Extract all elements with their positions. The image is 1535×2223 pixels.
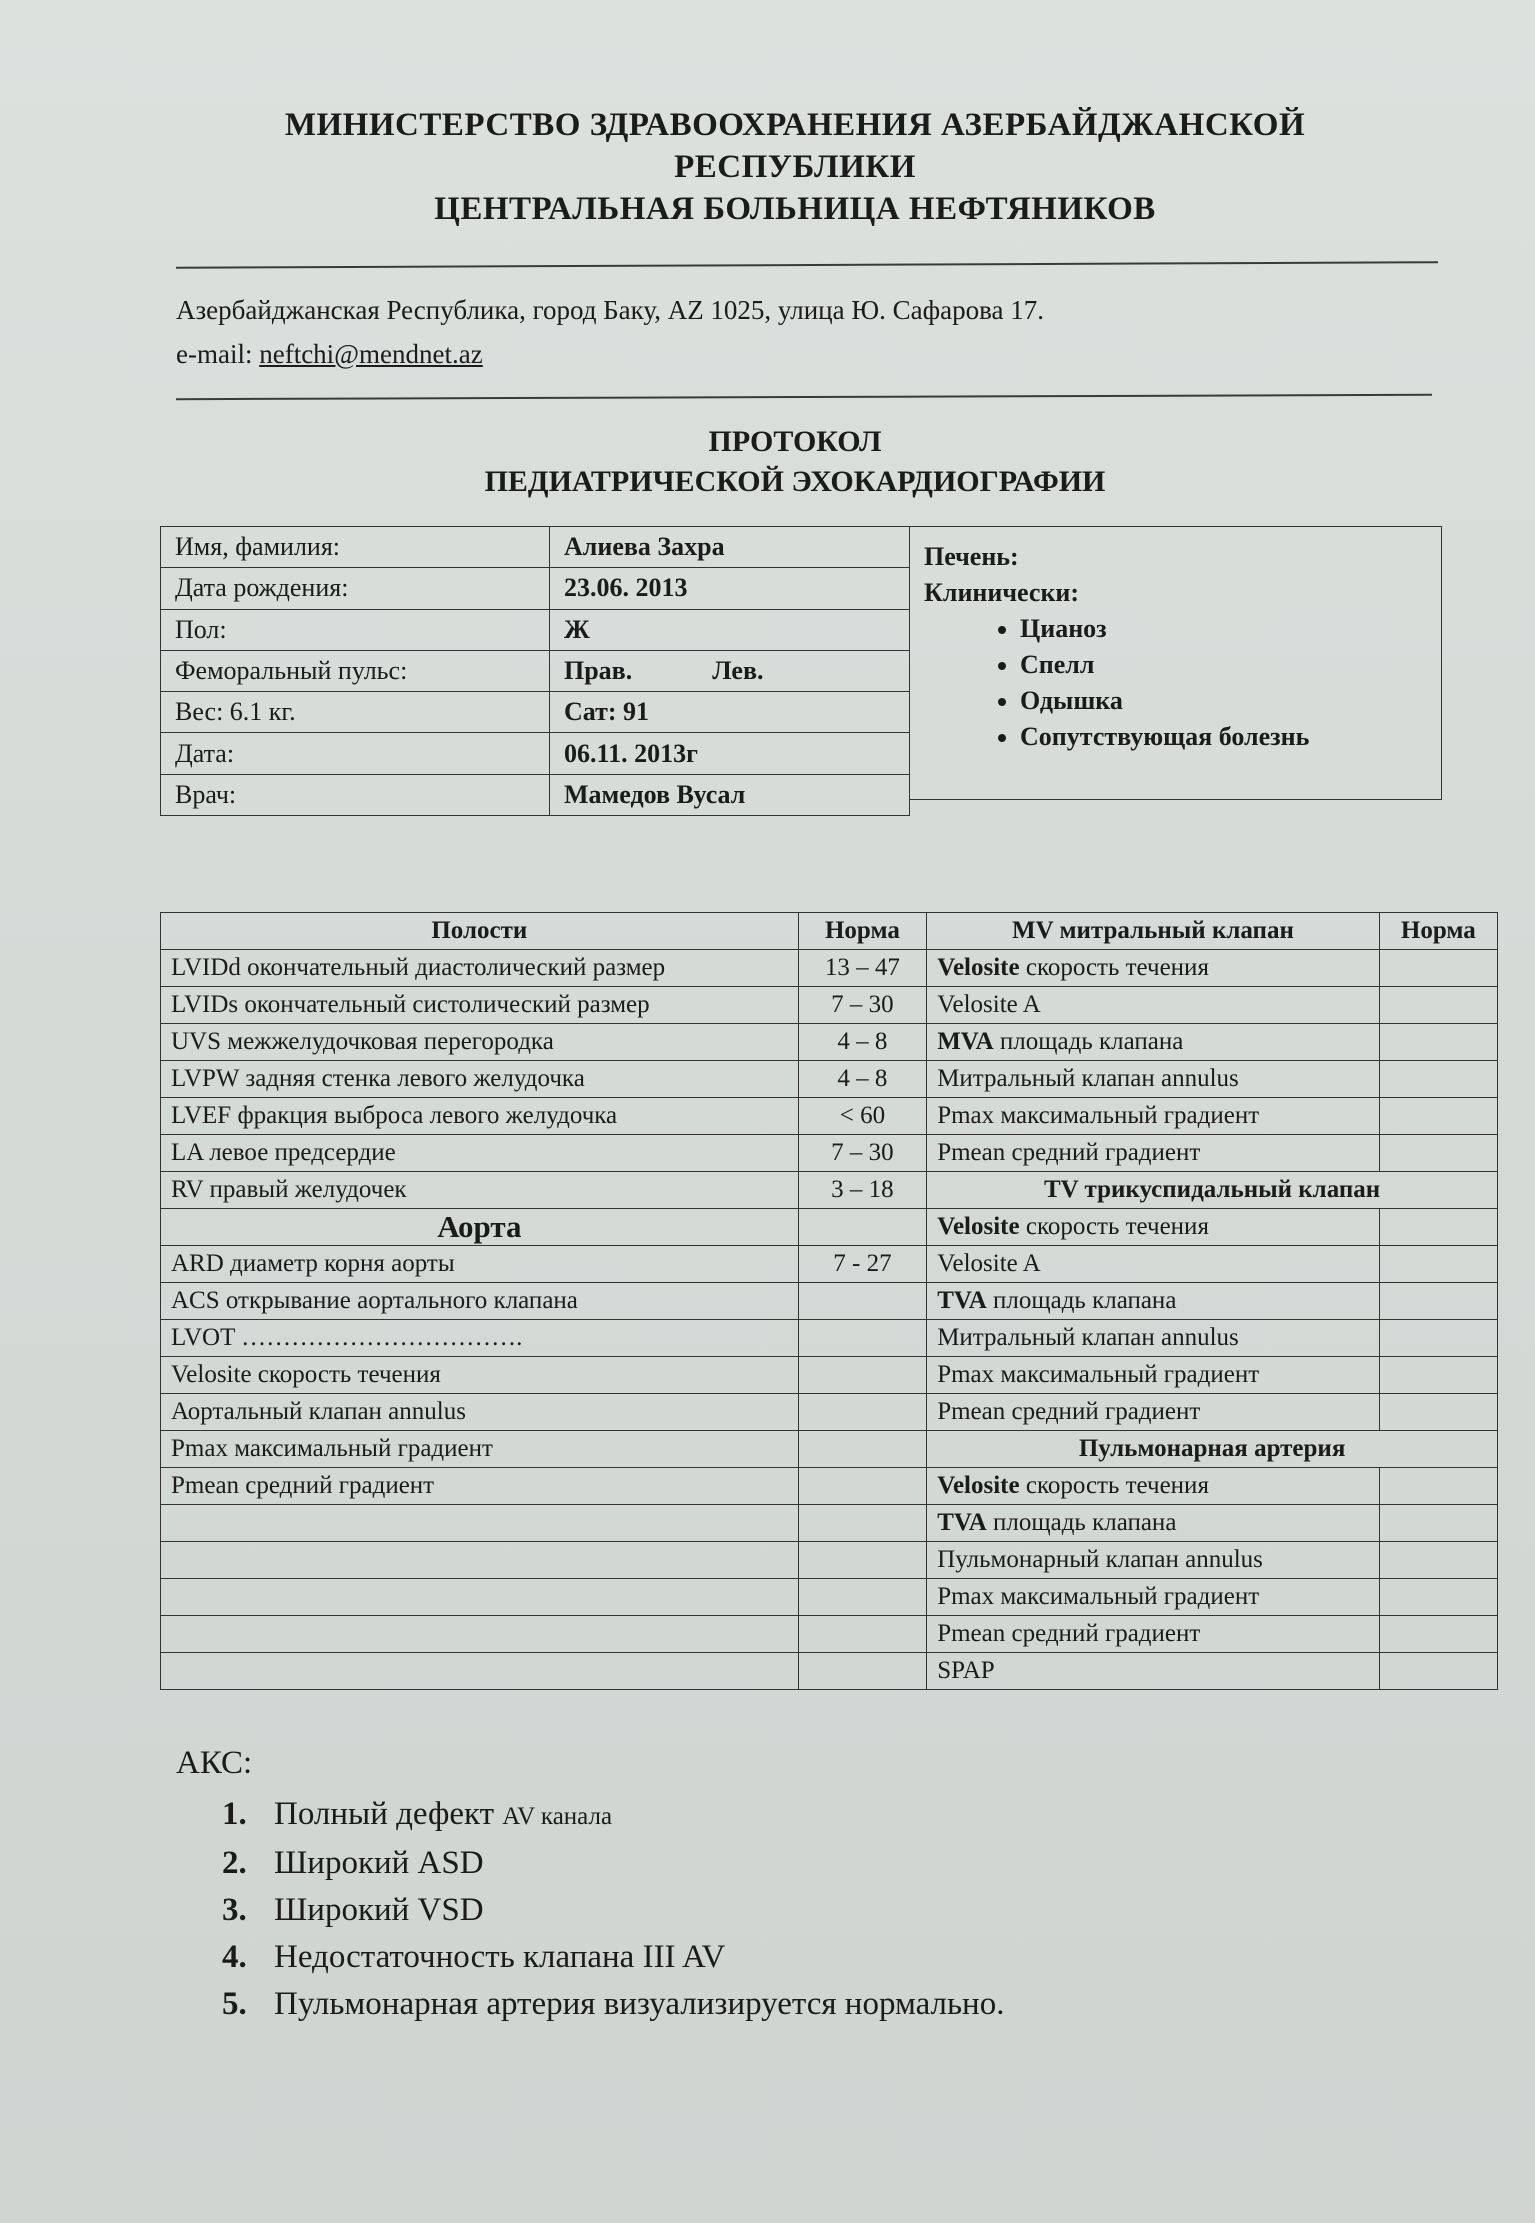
clinical-box [910,526,1442,800]
cell-text: Митральный клапан annulus [937,1324,1239,1351]
cell-norm: 4 – 8 [798,1061,927,1098]
protocol-title [160,422,1430,502]
cell-bold: TVA [937,1509,987,1536]
cell-parameter: Pmean средний градиент [161,1468,799,1505]
sat-value: Сат: 91 [550,692,910,733]
cell-valve-norm [1379,1653,1497,1690]
email-label: e-mail: [176,339,260,369]
table-row [161,527,910,568]
dob-value: 23.06. 2013 [550,568,910,609]
cell-parameter: LVIDd окончательный диастолический размер [161,950,799,987]
email-line [176,332,1044,376]
table-row [161,609,910,650]
date-value: 06.11. 2013г [550,733,910,774]
cell-norm: 4 – 8 [798,1024,927,1061]
cell-norm [798,1505,927,1542]
cell-parameter: Velosite скорость течения [161,1357,799,1394]
cell-norm: 7 – 30 [798,1135,927,1172]
cell-text: Pmean средний градиент [937,1620,1201,1647]
table-row [161,1542,1498,1579]
cell-valve-parameter [927,1357,1380,1394]
cell-norm [798,1394,927,1431]
measurements-table [160,912,1498,1690]
header-ministry: МИНИСТЕРСТВО ЗДРАВООХРАНЕНИЯ АЗЕРБАЙДЖАНСКОЙ [284,107,1306,143]
cell-valve-parameter [927,1505,1380,1542]
cell-parameter [161,1542,799,1579]
cell-parameter [161,1653,799,1690]
address-block [176,288,1044,376]
sex-value: Ж [550,609,910,650]
cell-text: Velosite A [937,1250,1041,1277]
cell-bold: Velosite [937,1472,1020,1499]
clinical-list [924,611,1427,755]
cell-valve-parameter [927,950,1380,987]
cell-text: SPAP [937,1657,995,1684]
cell-parameter: Аортальный клапан annulus [161,1394,799,1431]
item-number: 3. [222,1892,247,1928]
cell-parameter: Аорта [161,1209,799,1246]
cell-valve-parameter [927,1135,1380,1172]
cell-parameter [161,1579,799,1616]
cell-valve-parameter [927,1579,1380,1616]
aks-section [176,1740,1004,2028]
pulse-right: Прав. [564,655,633,685]
table-row [161,692,910,733]
header-hospital: ЦЕНТРАЛЬНАЯ БОЛЬНИЦА НЕФТЯНИКОВ [434,191,1156,227]
title-protocol: ПРОТОКОЛ [708,425,882,458]
aks-label: АКС: [176,1745,253,1781]
table-row [161,1061,1498,1098]
item-number: 1. [222,1796,247,1832]
cell-valve-norm [1379,1542,1497,1579]
cell-norm: 3 – 18 [798,1172,927,1209]
header-norm-2: Норма [1379,913,1497,950]
cell-norm [798,1616,927,1653]
cell-valve-parameter [927,987,1380,1024]
table-row [161,950,1498,987]
table-row [161,1320,1498,1357]
cell-text: Pmean средний градиент [937,1139,1201,1166]
divider-top [176,261,1438,269]
liver-label: Печень: [924,542,1019,571]
name-value: Алиева Захра [550,527,910,568]
cell-valve-norm [1379,1616,1497,1653]
cell-valve-norm [1379,1246,1497,1283]
cell-valve-norm [1379,1320,1497,1357]
cell-valve-parameter [927,1209,1380,1246]
table-row [161,1135,1498,1172]
date-label: Дата: [161,733,550,774]
cell-valve-parameter [927,1024,1380,1061]
cell-valve-norm [1379,1505,1497,1542]
cell-text: площадь клапана [986,1509,1177,1536]
dob-label: Дата рождения: [161,568,550,609]
aks-list [176,1791,1004,2028]
divider-bottom [176,394,1432,400]
cell-norm [798,1209,927,1246]
cell-valve-norm [1379,1209,1497,1246]
item-number: 2. [222,1845,247,1881]
cell-text: площадь клапана [986,1287,1177,1314]
pulse-label: Феморальный пульс: [161,650,550,691]
cell-parameter [161,1505,799,1542]
cell-valve-norm [1379,1061,1497,1098]
cell-parameter: ARD диаметр корня аорты [161,1246,799,1283]
cell-parameter: ACS открывание аортального клапана [161,1283,799,1320]
cell-norm: 7 – 30 [798,987,927,1024]
list-item: • Цианоз [1020,611,1427,647]
cell-text: Митральный клапан annulus [937,1065,1239,1092]
header-republic: РЕСПУБЛИКИ [674,149,916,185]
cell-text: Velosite A [937,991,1041,1018]
table-row [161,568,910,609]
table-row [161,1209,1498,1246]
cell-parameter: LVIDs окончательный систолический размер [161,987,799,1024]
table-row [161,1283,1498,1320]
item-small: AV канала [502,1803,613,1830]
item-text: Недостаточность клапана III AV [274,1939,726,1975]
table-row [161,1024,1498,1061]
cell-valve-norm [1379,1024,1497,1061]
header-cavities: Полости [161,913,799,950]
cell-bold: Velosite [937,1213,1020,1240]
cell-text: скорость течения [1019,954,1209,981]
cell-norm [798,1579,927,1616]
cell-valve-norm [1379,987,1497,1024]
item-number: 5. [222,1986,247,2022]
cell-parameter: Pmax максимальный градиент [161,1431,799,1468]
cell-parameter: LVPW задняя стенка левого желудочка [161,1061,799,1098]
item-text: Пульмонарная артерия визуализируется нормально. [274,1986,1005,2022]
cell-norm [798,1653,927,1690]
cell-text: скорость течения [1019,1472,1209,1499]
list-item [176,1840,1004,1887]
table-row [161,1468,1498,1505]
cell-text: Pmean средний градиент [937,1398,1201,1425]
cell-valve-norm [1379,1579,1497,1616]
item-text: Широкий ASD [274,1845,484,1881]
cell-parameter: UVS межжелудочковая перегородка [161,1024,799,1061]
pulse-left: Лев. [712,655,764,685]
list-item: • Спелл [1020,647,1427,683]
doctor-value: Мамедов Вусал [550,774,910,815]
doctor-label: Врач: [161,774,550,815]
cell-valve-norm [1379,1468,1497,1505]
name-label: Имя, фамилия: [161,527,550,568]
table-row [161,987,1498,1024]
table-row [161,733,910,774]
cell-text: площадь клапана [993,1028,1184,1055]
cell-parameter: LVEF фракция выброса левого желудочка [161,1098,799,1135]
cell-norm [798,1320,927,1357]
table-row [161,1172,1498,1209]
table-row [161,1653,1498,1690]
section-header: Пульмонарная артерия [927,1431,1498,1468]
cell-norm: 13 – 47 [798,950,927,987]
list-item: • Сопутствующая болезнь [1020,719,1427,755]
cell-valve-norm [1379,1135,1497,1172]
cell-norm: 7 - 27 [798,1246,927,1283]
clinically-label: Клинически: [924,578,1080,607]
weight-label: Вес: 6.1 кг. [161,692,550,733]
header-mv: MV митральный клапан [927,913,1380,950]
cell-valve-norm [1379,1357,1497,1394]
item-number: 4. [222,1939,247,1975]
cell-valve-parameter [927,1468,1380,1505]
list-item [176,1887,1004,1934]
cell-norm [798,1468,927,1505]
cell-norm [798,1431,927,1468]
cell-valve-parameter [927,1061,1380,1098]
cell-parameter: RV правый желудочек [161,1172,799,1209]
table-row [161,650,910,691]
list-item [176,1934,1004,1981]
table-row [161,1357,1498,1394]
table-row [161,1505,1498,1542]
table-row [161,1431,1498,1468]
pulse-value [550,650,910,691]
email-link[interactable]: neftchi@mendnet.az [259,339,483,369]
cell-text: Pmax максимальный градиент [937,1583,1260,1610]
cell-valve-norm [1379,950,1497,987]
cell-bold: Velosite [937,954,1020,981]
patient-section [160,526,1442,816]
table-row [161,1246,1498,1283]
item-text: Полный дефект [274,1796,503,1832]
item-text: Широкий VSD [274,1892,484,1928]
table-row [161,774,910,815]
table-row [161,1098,1498,1135]
cell-valve-parameter [927,1246,1380,1283]
cell-valve-norm [1379,1098,1497,1135]
cell-valve-parameter [927,1394,1380,1431]
cell-text: Пульмонарный клапан annulus [937,1546,1263,1573]
table-row [161,1579,1498,1616]
cell-norm [798,1542,927,1579]
cell-valve-norm [1379,1283,1497,1320]
cell-text: скорость течения [1019,1213,1209,1240]
cell-norm [798,1357,927,1394]
cell-parameter: LVOT ……………………………. [161,1320,799,1357]
title-echo: ПЕДИАТРИЧЕСКОЙ ЭХОКАРДИОГРАФИИ [484,465,1106,498]
cell-valve-parameter [927,1653,1380,1690]
cell-valve-parameter [927,1542,1380,1579]
list-item [176,1791,1004,1840]
address-line: Азербайджанская Республика, город Баку, AZ 1025, улица Ю. Сафарова 17. [176,295,1044,325]
cell-norm [798,1283,927,1320]
header-norm: Норма [798,913,927,950]
document-header [160,104,1430,230]
cell-valve-norm [1379,1394,1497,1431]
cell-bold: TVA [937,1287,987,1314]
cell-parameter: LA левое предсердие [161,1135,799,1172]
cell-valve-parameter [927,1283,1380,1320]
table-row [161,1394,1498,1431]
section-header: TV трикуспидальный клапан [927,1172,1498,1209]
cell-norm: < 60 [798,1098,927,1135]
table-header-row [161,913,1498,950]
cell-valve-parameter [927,1098,1380,1135]
list-item: • Одышка [1020,683,1427,719]
cell-valve-parameter [927,1616,1380,1653]
cell-parameter [161,1616,799,1653]
list-item [176,1981,1004,2028]
patient-table [160,526,910,816]
table-row [161,1616,1498,1653]
cell-bold: MVA [937,1028,994,1055]
cell-text: Pmax максимальный градиент [937,1102,1260,1129]
cell-valve-parameter [927,1320,1380,1357]
cell-text: Pmax максимальный градиент [937,1361,1260,1388]
sex-label: Пол: [161,609,550,650]
